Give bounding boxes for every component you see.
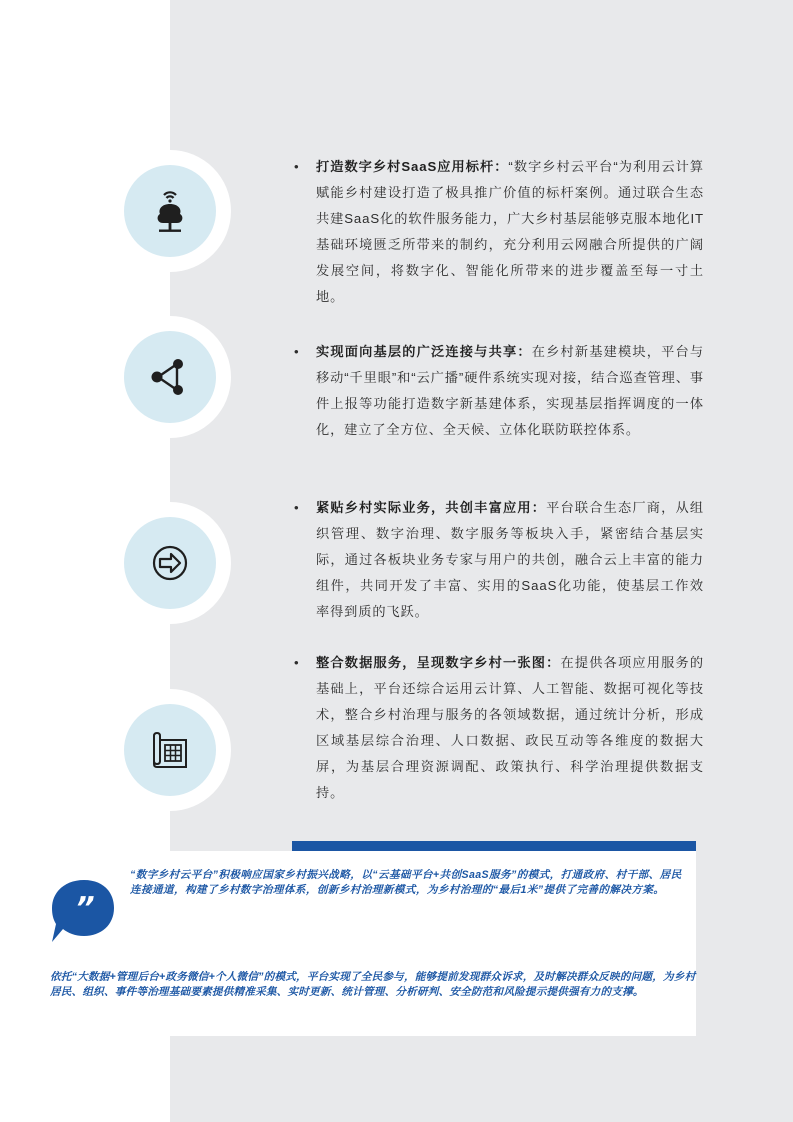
data-map-icon: [149, 730, 191, 770]
quote-bubble-icon: [48, 878, 116, 944]
item-title: 打造数字乡村SaaS应用标杆：: [316, 159, 509, 174]
icon-circle-3: [109, 502, 231, 624]
icon-circle-1: [109, 150, 231, 272]
share-network-icon: [149, 356, 191, 398]
bullet-item-saas-benchmark: [292, 154, 704, 310]
quote-text: “数字乡村云平台”积极响应国家乡村振兴战略，以“云基础平台+共创SaaS服务”的模式，打通政府、村干部、居民连接通道，构建了乡村数字治理体系，创新乡村治理新模式，为乡村治理的“最后1米”提供了完善的解决方案。: [130, 869, 682, 896]
icon-circle-2: [109, 316, 231, 438]
item-title: 紧贴乡村实际业务，共创丰富应用：: [316, 500, 547, 515]
accent-bar: [292, 841, 696, 851]
item-title: 整合数据服务，呈现数字乡村一张图：: [316, 655, 561, 670]
item-body: 平台联合生态厂商，从组织管理、数字治理、数字服务等板块入手，紧密结合基层实际，通过各板块业务专家与用户的共创，融合云上丰富的能力组件，共同开发了丰富、实用的SaaS化功能，使基层工作效率得到质的飞跃。: [316, 500, 704, 619]
item-title: 实现面向基层的广泛连接与共享：: [316, 344, 532, 359]
bullet-item-data-services: [292, 650, 704, 806]
bullet-item-connectivity: [292, 339, 704, 443]
item-body: “数字乡村云平台“为利用云计算赋能乡村建设打造了极具推广价值的标杆案例。通过联合生态共建SaaS化的软件服务能力，广大乡村基层能够克服本地化IT基础环境匮乏所带来的制约，充分利用云网融合所提供的广阔发展空间，将数字化、智能化所带来的进步覆盖至每一寸土地。: [316, 159, 704, 304]
quote-mark: ”: [75, 891, 95, 926]
icon-circle-4: [109, 689, 231, 811]
arrow-circle-icon: [150, 543, 190, 583]
bullet-item-applications: [292, 495, 704, 625]
summary-text: 依托“大数据+管理后台+政务微信+个人微信”的模式，平台实现了全民参与，能够提前发现群众诉求，及时解决群众反映的问题，为乡村居民、组织、事件等治理基础要素提供精准采集、实时更新、统计管理、分析研判、安全防范和风险提示提供强有力的支撑。: [50, 971, 696, 998]
tree-signal-icon: [150, 189, 190, 233]
item-body: 在乡村新基建模块，平台与移动“千里眼”和“云广播”硬件系统实现对接，结合巡查管理、事件上报等功能打造数字新基建体系，实现基层指挥调度的一体化，建立了全方位、全天候、立体化联防联控体系。: [316, 344, 704, 437]
item-body: 在提供各项应用服务的基础上，平台还综合运用云计算、人工智能、数据可视化等技术，整合乡村治理与服务的各领域数据，通过统计分析，形成区域基层综合治理、人口数据、政民互动等各维度的数据大屏，为基层合理资源调配、政策执行、科学治理提供数据支持。: [316, 655, 704, 800]
